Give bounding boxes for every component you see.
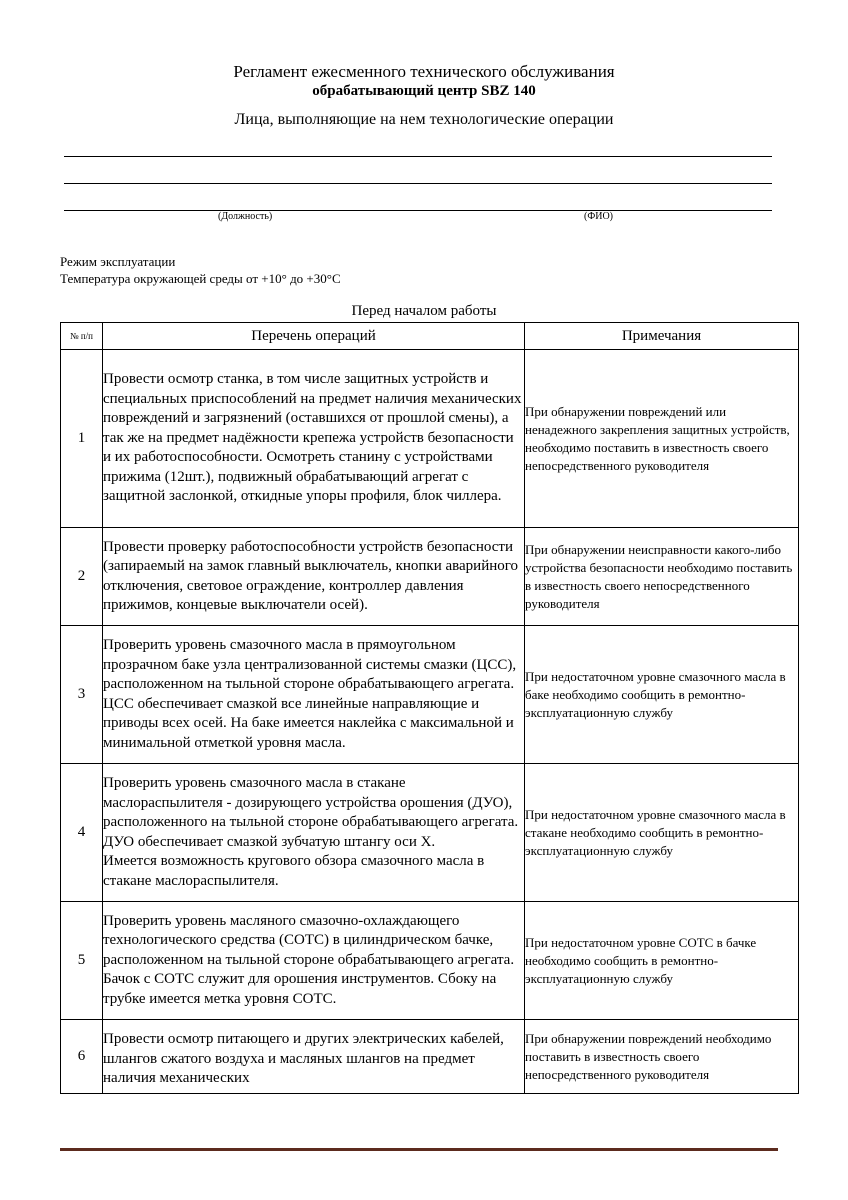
row-number: 5 — [61, 902, 103, 1020]
operation-text: Провести осмотр станка, в том числе защитных устройств и специальных приспособлений на предмет наличия механических повреждений и загрязнений (оставшихся от прошлой смены), а так же на предмет надёжности крепежа устройств безопасности и их работоспособности. Осмотреть станину с устройствами прижима (12шт.), подвижный обрабатывающий агрегат с защитной заслонкой, откидные упоры профиля, блок чиллера. — [103, 350, 525, 528]
persons-heading: Лица, выполняющие на нем технологические операции — [234, 111, 614, 128]
note-text: При обнаружении повреждений необходимо поставить в известность своего непосредственного руководителя — [525, 1020, 799, 1094]
table-row — [61, 764, 799, 902]
operation-text: Проверить уровень масляного смазочно-охлаждающего технологического средства (СОТС) в цилиндрическом бачке, расположенном на тыльной стороне обрабатывающего агрегата. Бачок с СОТС служит для орошения инструментов. Сбоку на трубке имеется метка уровня СОТС. — [103, 902, 525, 1020]
position-label: (Должность) — [218, 211, 273, 222]
note-text: При недостаточном уровне смазочного масла в стакане необходимо сообщить в ремонтно-эксплуатационную службу — [525, 764, 799, 902]
operation-text: Провести осмотр питающего и других электрических кабелей, шлангов сжатого воздуха и масляных шлангов на предмет наличия механических — [103, 1020, 525, 1094]
operation-text: Провести проверку работоспособности устройств безопасности (запираемый на замок главный выключатель, кнопки аварийного отключения, световое ограждение, контроллер давления прижимов, концевые выключатели осей). — [103, 528, 525, 626]
header-notes: Примечания — [525, 323, 799, 350]
note-text: При недостаточном уровне СОТС в бачке необходимо сообщить в ремонтно-эксплуатационную службу — [525, 902, 799, 1020]
footer-bar — [60, 1148, 778, 1151]
table-row — [61, 902, 799, 1020]
machine-name: обрабатывающий центр SBZ 140 — [312, 83, 536, 99]
document-title: Регламент ежесменного технического обслуживания — [233, 62, 615, 81]
table-row — [61, 350, 799, 528]
operations-table — [60, 322, 799, 1094]
row-number: 2 — [61, 528, 103, 626]
note-text: При обнаружении повреждений или ненадежного закрепления защитных устройств, необходимо поставить в известность своего непосредственного руководителя — [525, 350, 799, 528]
row-number: 4 — [61, 764, 103, 902]
table-row — [61, 626, 799, 764]
signature-line-2 — [64, 183, 772, 184]
row-number: 6 — [61, 1020, 103, 1094]
signature-line-3 — [64, 210, 772, 211]
header-operations: Перечень операций — [103, 323, 525, 350]
table-header-row — [61, 323, 799, 350]
row-number: 1 — [61, 350, 103, 528]
note-text: При недостаточном уровне смазочного масла в баке необходимо сообщить в ремонтно-эксплуатационную службу — [525, 626, 799, 764]
row-number: 3 — [61, 626, 103, 764]
signature-line-1 — [64, 156, 772, 157]
name-label: (ФИО) — [584, 211, 614, 222]
table-row — [61, 528, 799, 626]
operating-mode: Режим эксплуатации — [60, 254, 176, 269]
operation-text: Проверить уровень смазочного масла в стакане маслораспылителя - дозирующего устройства орошения (ДУО), расположенного на тыльной стороне обрабатывающего агрегата. ДУО обеспечивает смазкой зубчатую штангу оси X. Имеется возможность кругового обзора смазочного масла в стакане маслораспылителя. — [103, 764, 525, 902]
table-row — [61, 1020, 799, 1094]
temperature-range: Температура окружающей среды от +10° до +30°С — [60, 271, 341, 286]
section-title: Перед началом работы — [351, 303, 497, 319]
header-num: № п/п — [61, 323, 103, 350]
note-text: При обнаружении неисправности какого-либо устройства безопасности необходимо поставить в известность своего непосредственного руководителя — [525, 528, 799, 626]
operation-text: Проверить уровень смазочного масла в прямоугольном прозрачном баке узла централизованной системы смазки (ЦСС), расположенном на тыльной стороне обрабатывающего агрегата. ЦСС обеспечивает смазкой все линейные направляющие и приводы всех осей. На баке имеется наклейка с максимальной и минимальной отметкой уровня масла. — [103, 626, 525, 764]
